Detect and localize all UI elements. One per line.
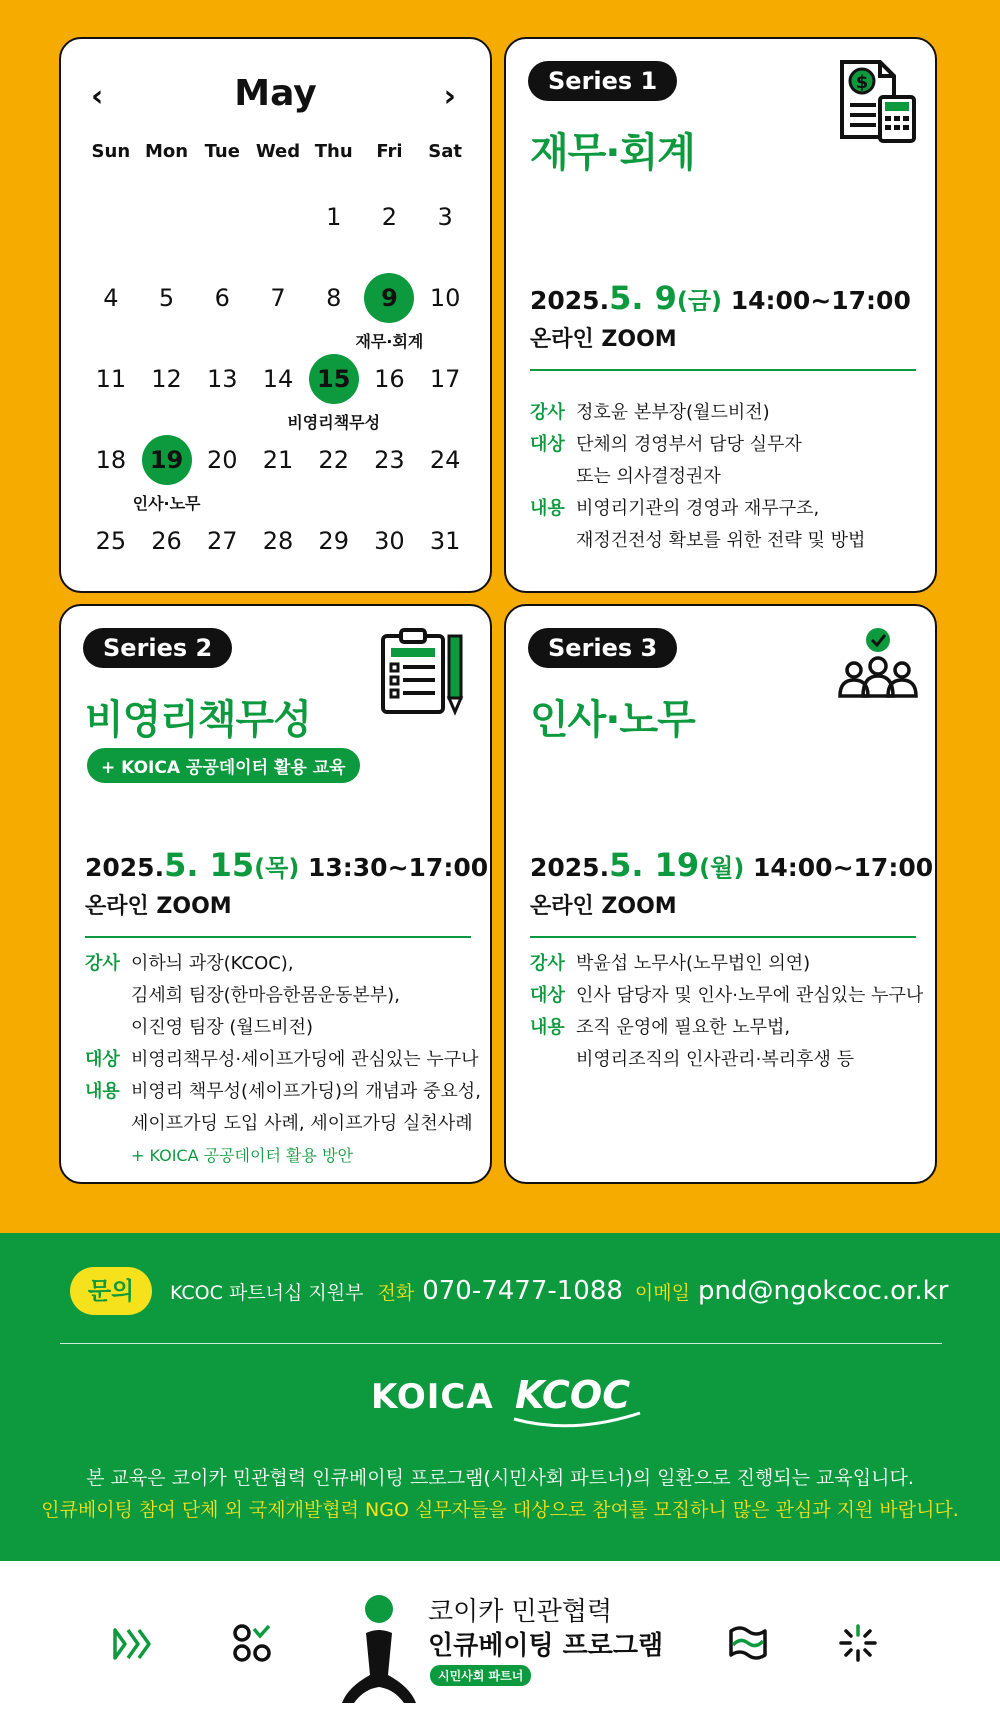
calendar-day[interactable] xyxy=(194,413,250,494)
notice-line-1: 본 교육은 코이카 민관협력 인큐베이팅 프로그램(시민사회 파트너)의 일환으로 진행되는 교육입니다. xyxy=(86,1467,914,1489)
calendar-event-label: 재무·회계 xyxy=(355,332,424,351)
series2-divider xyxy=(85,936,471,938)
series1-title: 재무·회계 xyxy=(530,130,695,176)
series1-lecturer-label: 강사 xyxy=(530,402,565,423)
series2-target-label: 대상 xyxy=(85,1049,120,1070)
series3-content-label: 내용 xyxy=(530,1017,565,1038)
day-number: 2 xyxy=(381,203,398,231)
series2-date: 5. 15 xyxy=(164,846,255,884)
calendar-week xyxy=(83,413,473,513)
day-number: 1 xyxy=(326,203,342,231)
contact-badge: 문의 xyxy=(70,1267,152,1315)
series2-target: 비영리책무성·세이프가딩에 관심있는 누구나 xyxy=(131,1049,479,1070)
calendar-day[interactable] xyxy=(417,413,473,494)
series2-lecturer-2: 김세희 팀장(한마음한몸운동본부), xyxy=(131,985,400,1006)
day-number: 17 xyxy=(429,365,461,393)
day-number: 28 xyxy=(262,527,294,555)
day-number: 4 xyxy=(103,284,119,312)
program-line-2: 인큐베이팅 프로그램 xyxy=(428,1631,664,1661)
series3-target-label: 대상 xyxy=(530,985,565,1006)
day-number: 16 xyxy=(374,365,405,393)
calendar-day[interactable] xyxy=(139,251,195,332)
weekday-label: Tue xyxy=(204,141,240,162)
day-number xyxy=(86,192,136,242)
calendar-week xyxy=(83,170,473,251)
series1-info xyxy=(530,397,865,557)
weekday-row xyxy=(83,141,473,162)
series2-weekday: (목) xyxy=(254,854,300,882)
calendar-day[interactable] xyxy=(362,494,418,575)
phone-label: 전화 xyxy=(377,1281,415,1304)
calendar-week xyxy=(83,332,473,432)
day-number: 8 xyxy=(326,284,342,312)
day-number: 26 xyxy=(151,527,182,555)
day-number: 3 xyxy=(437,203,453,231)
series2-info xyxy=(85,948,481,1172)
calendar-weeks xyxy=(83,170,473,575)
day-number: 10 xyxy=(429,284,461,312)
series2-badge: Series 2 xyxy=(83,628,232,668)
kcoc-swoosh-icon xyxy=(512,1409,642,1429)
day-number: 22 xyxy=(318,446,349,474)
prev-month-button[interactable]: ‹ xyxy=(91,79,104,114)
series1-date: 5. 9 xyxy=(609,279,677,317)
footer xyxy=(0,1561,1000,1724)
series2-content-1: 비영리 책무성(세이프가딩)의 개념과 중요성, xyxy=(131,1081,481,1102)
series3-time: 14:00~17:00 xyxy=(744,853,934,882)
day-number: 27 xyxy=(207,527,238,555)
contact-section xyxy=(0,1233,1000,1561)
series2-datetime xyxy=(85,846,488,884)
series2-note: + KOICA 공공데이터 활용 방안 xyxy=(131,1146,353,1165)
calendar-day[interactable] xyxy=(139,494,195,575)
calendar-day[interactable] xyxy=(306,170,362,251)
series3-mode: 온라인 ZOOM xyxy=(530,894,677,919)
series1-time: 14:00~17:00 xyxy=(722,286,911,315)
calendar-day[interactable] xyxy=(287,332,381,432)
series1-target-1: 단체의 경영부서 담당 실무자 xyxy=(576,434,802,455)
day-number: 13 xyxy=(207,365,238,393)
day-number: 20 xyxy=(207,446,238,474)
series3-weekday: (월) xyxy=(699,854,745,882)
series3-card xyxy=(504,604,937,1184)
series1-content-1: 비영리기관의 경영과 재무구조, xyxy=(576,498,820,519)
calendar-week xyxy=(83,251,473,351)
series3-title: 인사·노무 xyxy=(530,697,695,743)
day-number xyxy=(253,192,303,242)
day-number xyxy=(142,192,192,242)
calendar-day[interactable] xyxy=(362,170,418,251)
day-number: 29 xyxy=(318,527,349,555)
day-number: 11 xyxy=(95,365,127,393)
calendar-day[interactable] xyxy=(306,251,362,332)
calendar-month: May xyxy=(234,73,317,114)
series2-lecturer-3: 이진영 팀장 (월드비전) xyxy=(131,1017,313,1038)
series3-divider xyxy=(530,936,916,938)
calendar-day[interactable] xyxy=(250,251,306,332)
calendar-empty-cell xyxy=(83,170,139,251)
series2-subtitle: + KOICA 공공데이터 활용 교육 xyxy=(87,748,360,783)
day-number: 31 xyxy=(429,527,461,555)
weekday-label: Sun xyxy=(91,141,131,162)
weekday-label: Wed xyxy=(255,141,301,162)
weekday-label: Fri xyxy=(376,141,403,162)
calendar-day[interactable] xyxy=(417,332,473,413)
calendar-event-label: 인사·노무 xyxy=(132,494,201,513)
day-number: 23 xyxy=(374,446,405,474)
contact-row xyxy=(70,1266,960,1316)
calendar-day[interactable] xyxy=(362,332,418,413)
calendar-day[interactable] xyxy=(250,332,306,413)
calendar-day[interactable] xyxy=(194,332,250,413)
calendar-empty-cell xyxy=(250,170,306,251)
calendar-day[interactable] xyxy=(139,332,195,413)
calendar-day[interactable] xyxy=(417,494,473,575)
next-month-button[interactable]: › xyxy=(443,79,456,114)
day-number: 18 xyxy=(95,446,127,474)
calendar-day[interactable] xyxy=(83,332,139,413)
calendar-empty-cell xyxy=(194,170,250,251)
calendar-day[interactable] xyxy=(194,494,250,575)
day-number: 14 xyxy=(262,365,294,393)
series3-date: 5. 19 xyxy=(609,846,700,884)
kcoc-logo: KCOC xyxy=(515,1373,631,1417)
series3-info xyxy=(530,948,923,1076)
weekday-label: Thu xyxy=(314,141,353,162)
day-number xyxy=(197,192,247,242)
triple-chevron-icon xyxy=(112,1627,152,1661)
calendar-day[interactable] xyxy=(355,251,424,351)
koica-logo: KOICA xyxy=(371,1377,494,1417)
phone-number[interactable]: 070-7477-1088 xyxy=(422,1276,623,1306)
series2-content-label: 내용 xyxy=(85,1081,120,1102)
logo-row xyxy=(0,1373,1000,1433)
series3-lecturer-label: 강사 xyxy=(530,953,565,974)
series1-card xyxy=(504,37,937,593)
day-number: 6 xyxy=(214,284,230,312)
email-label: 이메일 xyxy=(634,1281,690,1304)
selected-day-number: 19 xyxy=(142,435,192,485)
calendar-day[interactable] xyxy=(362,413,418,494)
invoice-calculator-icon xyxy=(836,59,918,145)
series1-lecturer: 정호윤 본부장(월드비전) xyxy=(576,402,770,423)
calendar-week xyxy=(83,494,473,575)
series2-card xyxy=(59,604,492,1184)
team-check-icon xyxy=(836,626,920,702)
calendar-day[interactable] xyxy=(417,170,473,251)
calendar-day[interactable] xyxy=(250,413,306,494)
series3-lecturer: 박윤섭 노무사(노무법인 의연) xyxy=(576,953,811,974)
calendar-day[interactable] xyxy=(83,494,139,575)
program-line-1: 코이카 민관협력 xyxy=(428,1597,613,1627)
day-number: 5 xyxy=(158,284,175,312)
program-person-logo-icon xyxy=(338,1591,420,1709)
series1-datetime xyxy=(530,279,911,317)
day-number: 21 xyxy=(262,446,294,474)
calendar-day[interactable] xyxy=(83,251,139,332)
calendar-grid xyxy=(83,141,473,575)
series3-badge: Series 3 xyxy=(528,628,677,668)
clipboard-pen-icon xyxy=(379,626,469,716)
day-number: 25 xyxy=(95,527,127,555)
weekday-label: Sat xyxy=(428,141,462,162)
calendar-day[interactable] xyxy=(83,413,139,494)
series2-time: 13:30~17:00 xyxy=(299,853,489,882)
series2-lecturer-1: 이하늬 과장(KCOC), xyxy=(131,953,294,974)
series1-year: 2025. xyxy=(530,286,610,315)
program-tag: 시민사회 파트너 xyxy=(430,1665,531,1686)
series2-mode: 온라인 ZOOM xyxy=(85,894,232,919)
series3-content-2: 비영리조직의 인사관리·복리후생 등 xyxy=(576,1049,854,1070)
calendar-day[interactable] xyxy=(250,494,306,575)
selected-day-number: 15 xyxy=(309,354,359,404)
contact-org: KCOC 파트너십 지원부 xyxy=(170,1281,364,1304)
day-number: 7 xyxy=(270,284,286,312)
series1-divider xyxy=(530,369,916,371)
series1-content-2: 재정건전성 확보를 위한 전략 및 방법 xyxy=(576,530,866,551)
wave-flag-icon xyxy=(728,1625,768,1661)
notice-line-2: 인큐베이팅 참여 단체 외 국제개발협력 NGO 실무자들을 대상으로 참여를 모집하니 많은 관심과 지원 바랍니다. xyxy=(41,1499,959,1521)
series1-content-label: 내용 xyxy=(530,498,565,519)
calendar-card xyxy=(59,37,492,593)
calendar-day[interactable] xyxy=(194,251,250,332)
series2-year: 2025. xyxy=(85,853,165,882)
email-address[interactable]: pnd@ngokcoc.or.kr xyxy=(697,1276,949,1306)
series1-weekday: (금) xyxy=(676,287,723,315)
series1-mode: 온라인 ZOOM xyxy=(530,327,677,352)
day-number: 12 xyxy=(151,365,182,393)
series3-target: 인사 담당자 및 인사·노무에 관심있는 누구나 xyxy=(576,985,924,1006)
day-number: 24 xyxy=(429,446,461,474)
svg-text:$: $ xyxy=(855,72,869,93)
calendar-day[interactable] xyxy=(132,413,201,513)
weekday-label: Mon xyxy=(145,141,189,162)
calendar-event-label: 비영리책무성 xyxy=(287,413,381,432)
contact-divider xyxy=(60,1343,942,1344)
calendar-empty-cell xyxy=(139,170,195,251)
series3-content-1: 조직 운영에 필요한 노무법, xyxy=(576,1017,791,1038)
series1-target-label: 대상 xyxy=(530,434,565,455)
series1-target-2: 또는 의사결정권자 xyxy=(576,466,721,487)
series2-lecturer-label: 강사 xyxy=(85,953,120,974)
series2-content-2: 세이프가딩 도입 사례, 세이프가딩 실천사례 xyxy=(131,1113,473,1134)
series1-badge: Series 1 xyxy=(528,61,677,101)
calendar-header xyxy=(61,73,490,121)
series2-title: 비영리책무성 xyxy=(85,697,311,743)
selected-day-number: 9 xyxy=(364,273,414,323)
spark-loader-icon xyxy=(838,1623,878,1663)
series3-datetime xyxy=(530,846,933,884)
day-number: 30 xyxy=(374,527,405,555)
calendar-day[interactable] xyxy=(306,413,362,494)
series3-year: 2025. xyxy=(530,853,610,882)
calendar-day[interactable] xyxy=(306,494,362,575)
calendar-day[interactable] xyxy=(417,251,473,332)
circles-check-icon xyxy=(232,1623,272,1663)
